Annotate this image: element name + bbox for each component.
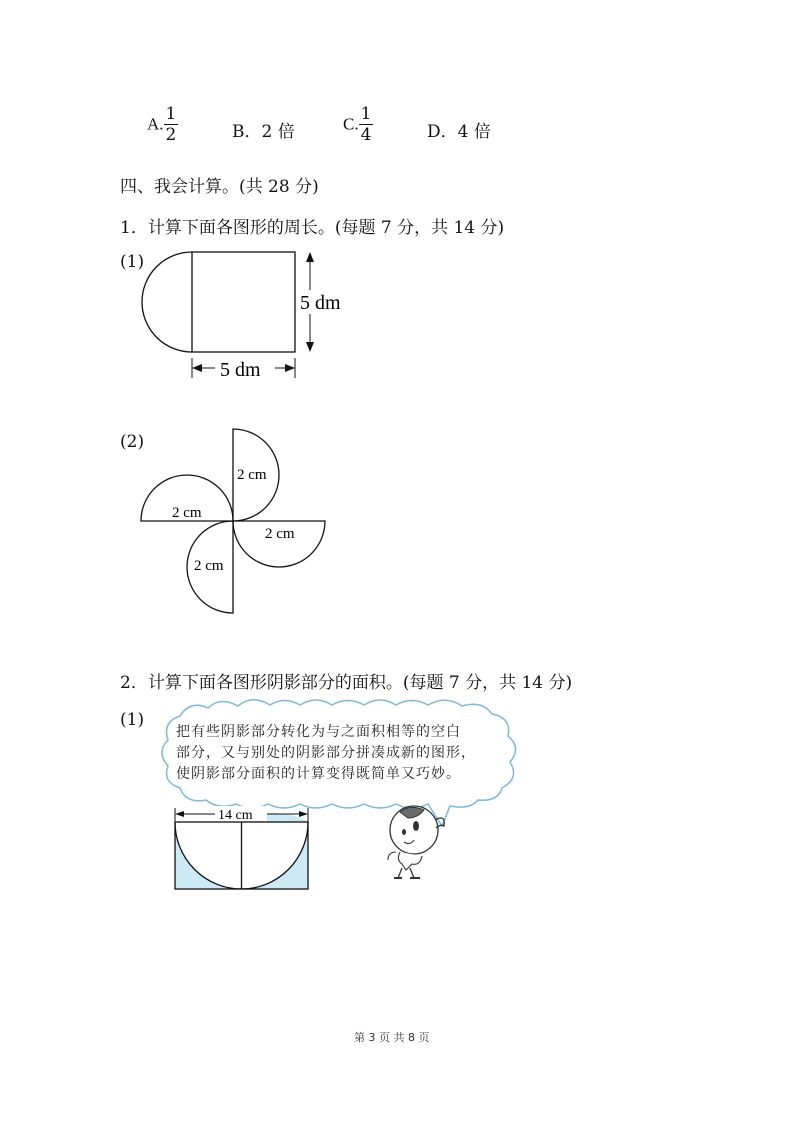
option-a-numerator: 1 <box>165 104 177 124</box>
figure-four-semicircles <box>135 425 335 620</box>
option-c-letter: C. <box>343 114 359 134</box>
height-dimension-label: 5 dm <box>300 292 341 314</box>
option-c-denominator: 4 <box>360 125 372 145</box>
cartoon-character <box>380 790 455 885</box>
dim-label-left: 2 cm <box>172 505 202 521</box>
figure-shaded-rectangle <box>165 805 320 897</box>
q1-part1-label: (1) <box>120 252 145 272</box>
bubble-line-2: 部分，又与别处的阴影部分拼凑成新的图形， <box>176 745 476 761</box>
page-footer: 第 3 页 共 8 页 <box>354 1031 430 1044</box>
option-c <box>343 106 373 144</box>
bubble-line-1: 把有些阴影部分转化为与之面积相等的空白 <box>176 724 461 740</box>
q2-part1-label: (1) <box>120 710 145 730</box>
shaded-width-label: 14 cm <box>218 808 253 823</box>
question-1-title: 1．计算下面各图形的周长。(每题 7 分，共 14 分) <box>120 218 505 238</box>
q1-part2-label: (2) <box>120 432 145 452</box>
option-a <box>147 106 178 144</box>
bubble-line-3: 使阴影部分面积的计算变得既简单又巧妙。 <box>176 766 461 782</box>
bubble-text <box>176 722 476 785</box>
option-b: B．2 倍 <box>232 122 295 142</box>
dim-label-right: 2 cm <box>265 526 295 542</box>
option-a-fraction <box>164 106 179 144</box>
option-d: D．4 倍 <box>427 122 491 142</box>
option-a-letter: A. <box>147 114 164 134</box>
section-title: 四、我会计算。(共 28 分) <box>120 177 319 197</box>
option-c-numerator: 1 <box>360 104 372 124</box>
question-2-title: 2．计算下面各图形阴影部分的面积。(每题 7 分，共 14 分) <box>120 673 573 693</box>
option-c-fraction <box>359 106 374 144</box>
dim-label-top: 2 cm <box>237 467 267 483</box>
option-a-denominator: 2 <box>165 125 177 145</box>
figure-semicircle-rectangle <box>130 240 360 385</box>
dim-label-bottom: 2 cm <box>194 558 224 574</box>
width-dimension-label: 5 dm <box>220 359 261 381</box>
